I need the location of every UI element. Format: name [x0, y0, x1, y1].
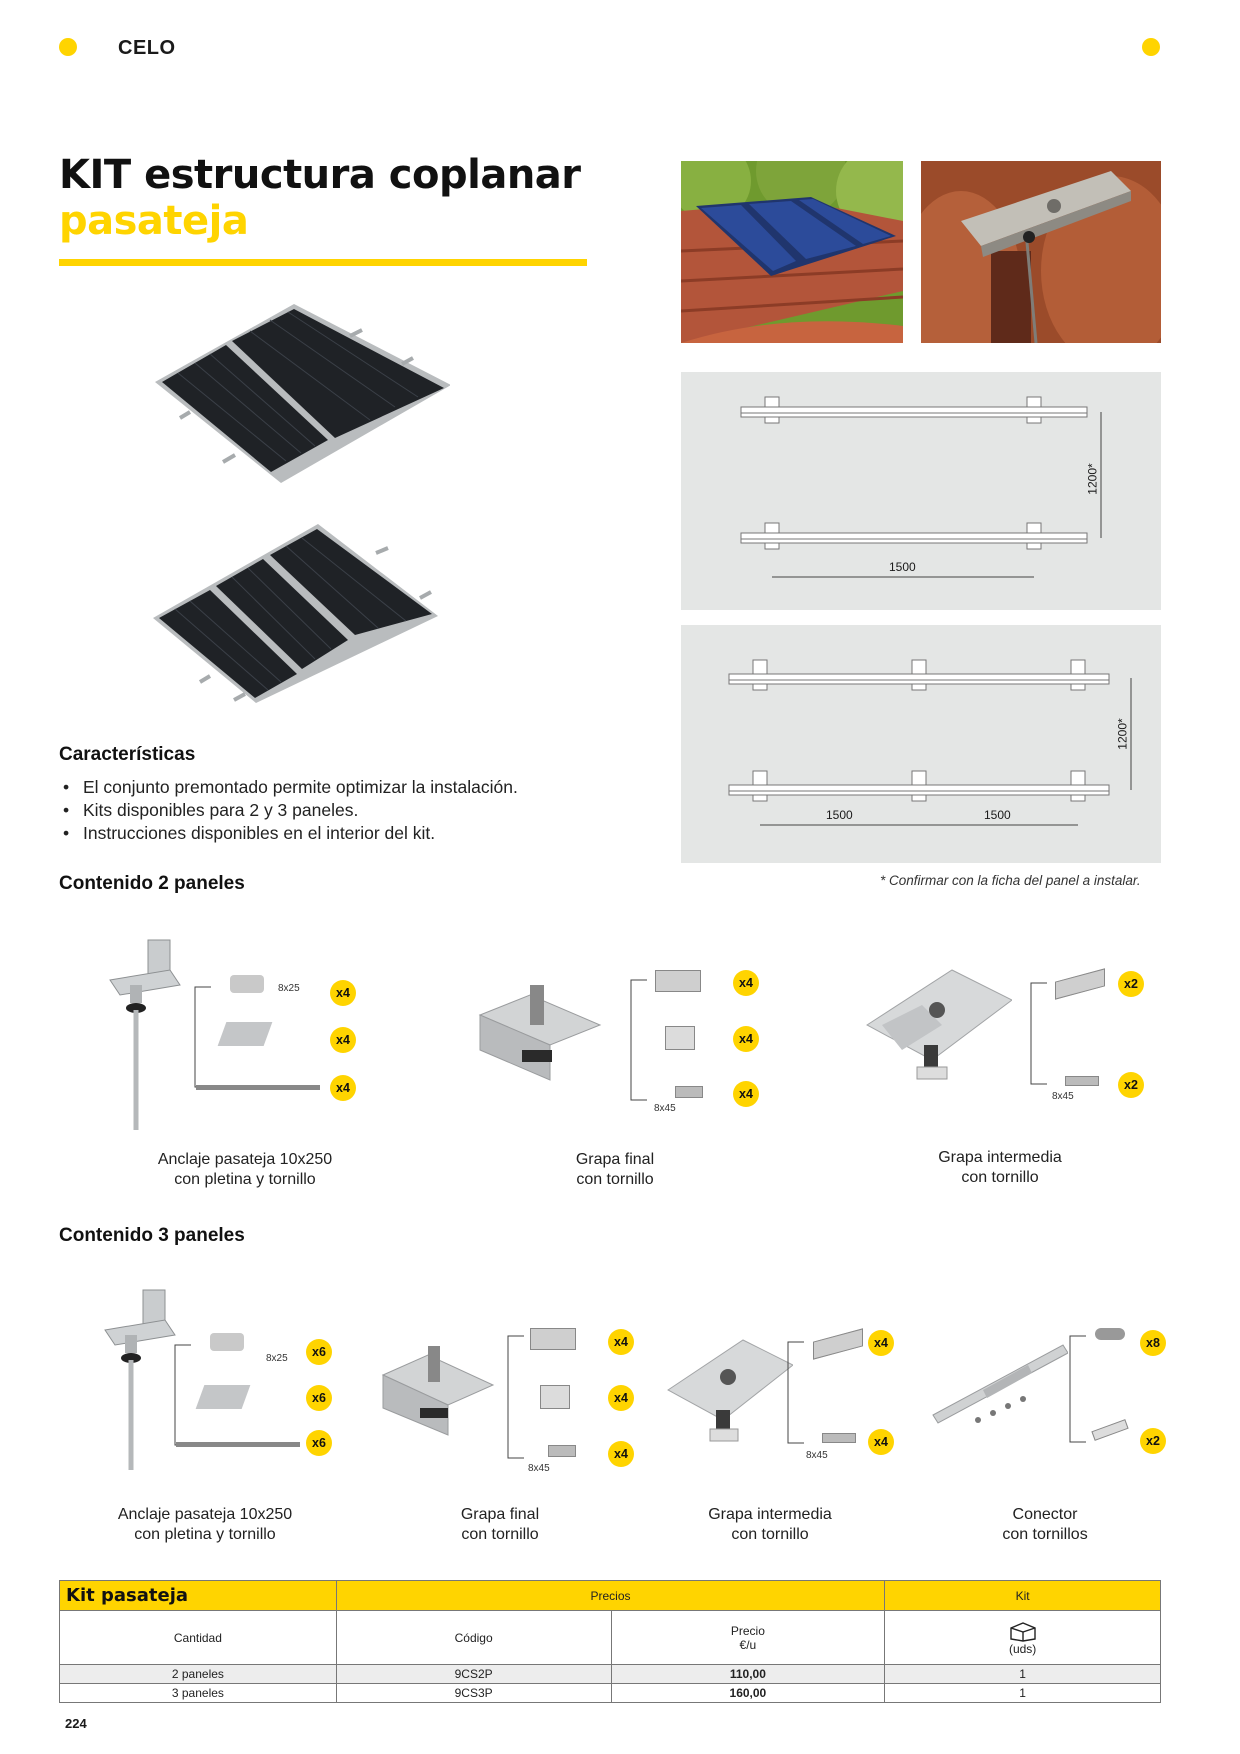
bracket-lines-3c — [786, 1340, 806, 1445]
anchor-detail-photo — [921, 161, 1161, 343]
qty-badge: x6 — [306, 1339, 332, 1365]
size-label: 8x45 — [1052, 1091, 1074, 1102]
qty-badge: x4 — [868, 1330, 894, 1356]
qty-badge: x6 — [306, 1385, 332, 1411]
kit-header: Kit — [885, 1581, 1161, 1611]
end-clamp-icon — [530, 1328, 576, 1350]
drawing-three-panels — [681, 625, 1161, 863]
col-cantidad: Cantidad — [60, 1611, 337, 1665]
drawing-note: * Confirmar con la ficha del panel a instalar. — [880, 873, 1141, 888]
connector-insert-icon — [1091, 1419, 1128, 1441]
caption-line: Grapa intermedia — [708, 1506, 832, 1523]
rail-connector-image — [928, 1335, 1068, 1435]
col-precio-label: Precio — [730, 1623, 765, 1638]
caption-line: Grapa final — [575, 1151, 655, 1168]
qty-badge: x4 — [330, 1027, 356, 1053]
caption-line: Grapa final — [460, 1506, 540, 1523]
roof-installation-photo — [681, 161, 903, 343]
cell-uds: 1 — [885, 1684, 1161, 1703]
mid-clamp-icon — [813, 1328, 863, 1359]
size-label: 8x25 — [266, 1353, 288, 1364]
page-title: KIT estructura coplanar — [59, 152, 581, 198]
caption-line: con tornillo — [576, 1171, 654, 1188]
table-subheader-row — [60, 1611, 1161, 1665]
screw-icon — [176, 1442, 300, 1447]
caption-line: Anclaje pasateja 10x250 — [157, 1151, 333, 1168]
price-table — [59, 1580, 1161, 1703]
size-label: 8x25 — [278, 983, 300, 994]
dim-width-three-1: 1500 — [826, 808, 853, 822]
bracket-lines-2b — [629, 978, 649, 1102]
cell-cantidad: 2 paneles — [60, 1665, 337, 1684]
qty-badge: x4 — [608, 1441, 634, 1467]
mid-clamp-image — [862, 965, 1012, 1085]
caption-line: con tornillos — [1002, 1526, 1088, 1543]
bracket-lines-3a — [173, 1343, 193, 1447]
content2-heading: Contenido 2 paneles — [59, 873, 245, 894]
qty-badge: x2 — [1140, 1428, 1166, 1454]
two-panel-kit-image — [150, 300, 450, 500]
end-clamp-image — [378, 1340, 498, 1440]
self-drilling-screw-icon — [1095, 1328, 1125, 1340]
col-precio — [611, 1611, 885, 1665]
cell-codigo: 9CS2P — [336, 1665, 611, 1684]
bracket-lines-2a — [193, 985, 213, 1089]
feature-item: • El conjunto premontado permite optimizar la instalación. — [59, 776, 659, 799]
bracket-lines-3d — [1068, 1334, 1088, 1444]
table-title: Kit pasateja — [60, 1581, 337, 1611]
col-precio-unit: €/u — [739, 1637, 757, 1652]
qty-badge: x4 — [733, 1026, 759, 1052]
end-clamp-insert-icon — [540, 1385, 570, 1409]
tbolt-icon — [675, 1086, 703, 1098]
dim-height-two: 1200* — [1085, 463, 1100, 495]
caption-line: Anclaje pasateja 10x250 — [117, 1506, 293, 1523]
col-codigo: Código — [336, 1611, 611, 1665]
qty-badge: x4 — [330, 980, 356, 1006]
table-row — [60, 1665, 1161, 1684]
col-uds — [885, 1611, 1161, 1665]
prices-header: Precios — [336, 1581, 884, 1611]
caption-line: con tornillo — [731, 1526, 809, 1543]
page-number: 224 — [65, 1716, 87, 1731]
qty-badge: x4 — [608, 1329, 634, 1355]
caption-line: con tornillo — [461, 1526, 539, 1543]
bracket-lines-2c — [1029, 981, 1049, 1086]
screw-icon — [196, 1085, 320, 1090]
qty-badge: x2 — [1118, 1072, 1144, 1098]
caption-line: Grapa intermedia — [938, 1149, 1062, 1166]
col-uds-label: (uds) — [1008, 1641, 1037, 1656]
mid-clamp-icon — [1055, 968, 1105, 999]
tbolt-icon — [822, 1433, 856, 1443]
qty-badge: x4 — [733, 970, 759, 996]
box-icon — [1008, 1620, 1038, 1642]
table-row — [60, 1684, 1161, 1703]
dim-width-two: 1500 — [889, 560, 916, 574]
size-label: 8x45 — [528, 1463, 550, 1474]
header-dot-left — [59, 38, 77, 56]
size-label: 8x45 — [806, 1450, 828, 1461]
three-panel-kit-image — [150, 518, 450, 708]
caption-line: con tornillo — [961, 1169, 1039, 1186]
bracket-lines-3b — [506, 1334, 526, 1460]
end-clamp-insert-icon — [665, 1026, 695, 1050]
feature-item: • Kits disponibles para 2 y 3 paneles. — [59, 799, 659, 822]
caption — [660, 1505, 880, 1545]
caption — [100, 1150, 390, 1190]
cell-precio: 110,00 — [611, 1665, 885, 1684]
caption-line: Conector — [1012, 1506, 1078, 1523]
cell-uds: 1 — [885, 1665, 1161, 1684]
table-header-row — [60, 1581, 1161, 1611]
title-underline — [59, 259, 587, 266]
caption — [485, 1150, 745, 1190]
dim-width-three-2: 1500 — [984, 808, 1011, 822]
caption — [870, 1148, 1130, 1188]
cell-precio: 160,00 — [611, 1684, 885, 1703]
feature-item: • Instrucciones disponibles en el interior del kit. — [59, 822, 659, 845]
end-clamp-image — [470, 975, 610, 1085]
caption — [935, 1505, 1155, 1545]
tbolt-nut-icon — [210, 1333, 244, 1351]
dim-height-three: 1200* — [1115, 718, 1130, 750]
qty-badge: x2 — [1118, 971, 1144, 997]
drawing-two-panels — [681, 372, 1161, 610]
features-list — [59, 776, 659, 845]
section-label: CELO — [118, 37, 176, 59]
tbolt-nut-icon — [230, 975, 264, 993]
header-dot-right — [1142, 38, 1160, 56]
end-clamp-icon — [655, 970, 701, 992]
caption-line: con pletina y tornillo — [174, 1171, 316, 1188]
plate-icon — [196, 1385, 251, 1409]
size-label: 8x45 — [654, 1103, 676, 1114]
qty-badge: x4 — [330, 1075, 356, 1101]
cell-codigo: 9CS3P — [336, 1684, 611, 1703]
qty-badge: x4 — [868, 1429, 894, 1455]
qty-badge: x8 — [1140, 1330, 1166, 1356]
page-subtitle: pasateja — [59, 198, 249, 244]
features-heading: Características — [59, 744, 196, 765]
plate-icon — [218, 1022, 273, 1046]
mid-clamp-image — [663, 1335, 793, 1445]
content3-heading: Contenido 3 paneles — [59, 1225, 245, 1246]
caption-line: con pletina y tornillo — [134, 1526, 276, 1543]
cell-cantidad: 3 paneles — [60, 1684, 337, 1703]
caption — [390, 1505, 610, 1545]
qty-badge: x6 — [306, 1430, 332, 1456]
qty-badge: x4 — [733, 1081, 759, 1107]
tbolt-icon — [1065, 1076, 1099, 1086]
tbolt-icon — [548, 1445, 576, 1457]
caption — [80, 1505, 330, 1545]
qty-badge: x4 — [608, 1385, 634, 1411]
